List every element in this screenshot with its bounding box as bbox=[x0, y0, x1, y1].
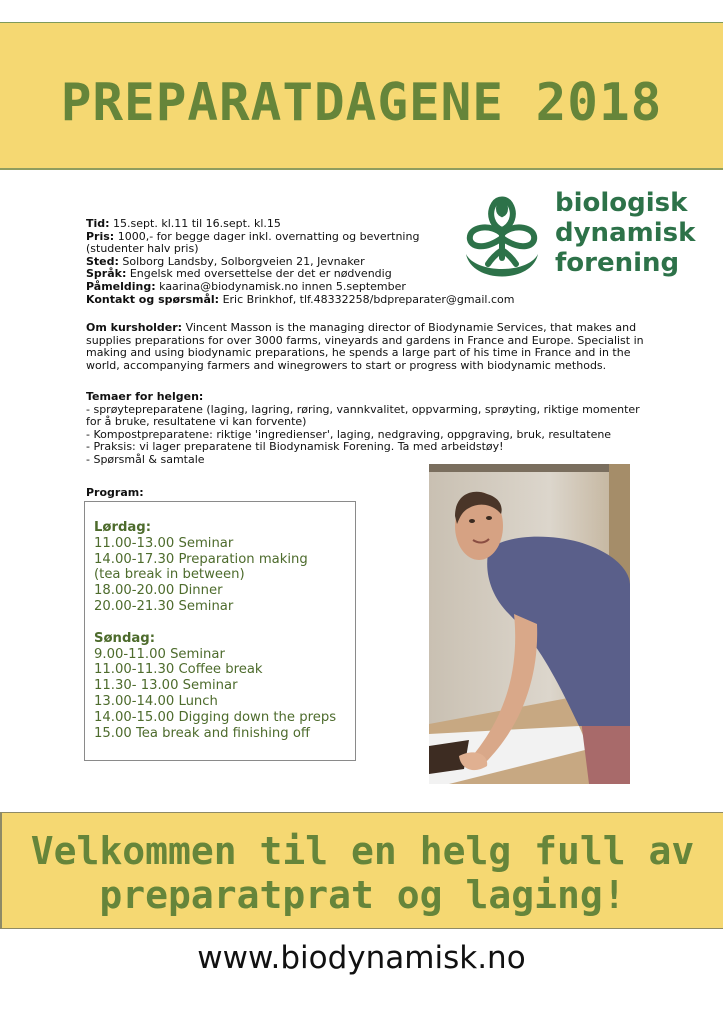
themes-section bbox=[86, 391, 646, 467]
schedule-item: 11.00-11.30 Coffee break bbox=[94, 662, 263, 678]
clover-sprout-icon bbox=[462, 188, 542, 283]
schedule-item: 11.00-13.00 Seminar bbox=[94, 535, 234, 551]
day-heading-sunday: Søndag: bbox=[94, 630, 155, 646]
theme-item: - Kompostpreparatene: riktige 'ingredienser', laging, nedgraving, oppgraving, bruk, resultatene bbox=[86, 427, 612, 441]
schedule-item: 14.00-15.00 Digging down the preps bbox=[94, 709, 337, 725]
themes-heading: Temaer for helgen: bbox=[86, 390, 204, 403]
info-contact: Kontakt og spørsmål: Eric Brinkhof, tlf.48332258/bdpreparater@gmail.com bbox=[86, 292, 515, 306]
spacer bbox=[94, 615, 336, 631]
instructor-photo bbox=[429, 464, 630, 784]
theme-item: - Spørsmål & samtale bbox=[86, 452, 205, 466]
page-title: PREPARATDAGENE 2018 bbox=[60, 73, 663, 133]
biodynamisk-logo bbox=[462, 188, 696, 283]
schedule-item: 20.00-21.30 Seminar bbox=[94, 598, 234, 614]
schedule-item: (tea break in between) bbox=[94, 567, 245, 583]
theme-item: - sprøytepreparatene (laging, lagring, røring, vannkvalitet, oppvarming, sprøyting, riktige momenter for å bruke, resultatene vi kan forvente) bbox=[86, 402, 640, 429]
schedule-item: 13.00-14.00 Lunch bbox=[94, 693, 218, 709]
info-price-note: (studenter halv pris) bbox=[86, 242, 199, 256]
welcome-slogan: Velkommen til en helg full av preparatprat og laging! bbox=[30, 829, 695, 917]
program-box bbox=[84, 501, 356, 761]
website-link[interactable]: www.biodynamisk.no bbox=[197, 940, 526, 976]
footer-banner bbox=[0, 812, 723, 929]
schedule-item: 9.00-11.00 Seminar bbox=[94, 646, 225, 662]
info-language: Språk: Engelsk med oversettelse der det er nødvendig bbox=[86, 267, 392, 281]
schedule-item: 18.00-20.00 Dinner bbox=[94, 583, 223, 599]
info-price: Pris: 1000,- for begge dager inkl. overnatting og bevertning bbox=[86, 229, 420, 243]
about-instructor: Om kursholder: Vincent Masson is the managing director of Biodynamie Services, that makes and supplies preparations for over 3000 farms, vineyards and gardens in France and Europe. Specialist in making and using biodynamic preparations, he spends a large part of his time in France and in the world, accompanying farmers and winegrowers to start or progress with biodynamic methods. bbox=[86, 321, 644, 372]
schedule-item: 15.00 Tea break and finishing off bbox=[94, 725, 310, 741]
program-label: Program: bbox=[86, 486, 144, 499]
logo-text: biologisk dynamisk forening bbox=[555, 188, 696, 278]
info-place: Sted: Solborg Landsby, Solborgveien 21, Jevnaker bbox=[86, 254, 365, 268]
info-registration: Påmelding: kaarina@biodynamisk.no innen 5.september bbox=[86, 279, 406, 293]
person-photo-illustration bbox=[429, 464, 630, 784]
schedule-item: 11.30- 13.00 Seminar bbox=[94, 678, 238, 694]
theme-item: - Praksis: vi lager preparatene til Biodynamisk Forening. Ta med arbeidstøy! bbox=[86, 440, 504, 454]
event-info bbox=[86, 218, 514, 306]
schedule-item: 14.00-17.30 Preparation making bbox=[94, 551, 308, 567]
day-heading-saturday: Lørdag: bbox=[94, 520, 152, 535]
program-schedule bbox=[94, 520, 336, 741]
header-banner bbox=[0, 22, 723, 170]
info-time: Tid: 15.sept. kl.11 til 16.sept. kl.15 bbox=[86, 217, 281, 230]
